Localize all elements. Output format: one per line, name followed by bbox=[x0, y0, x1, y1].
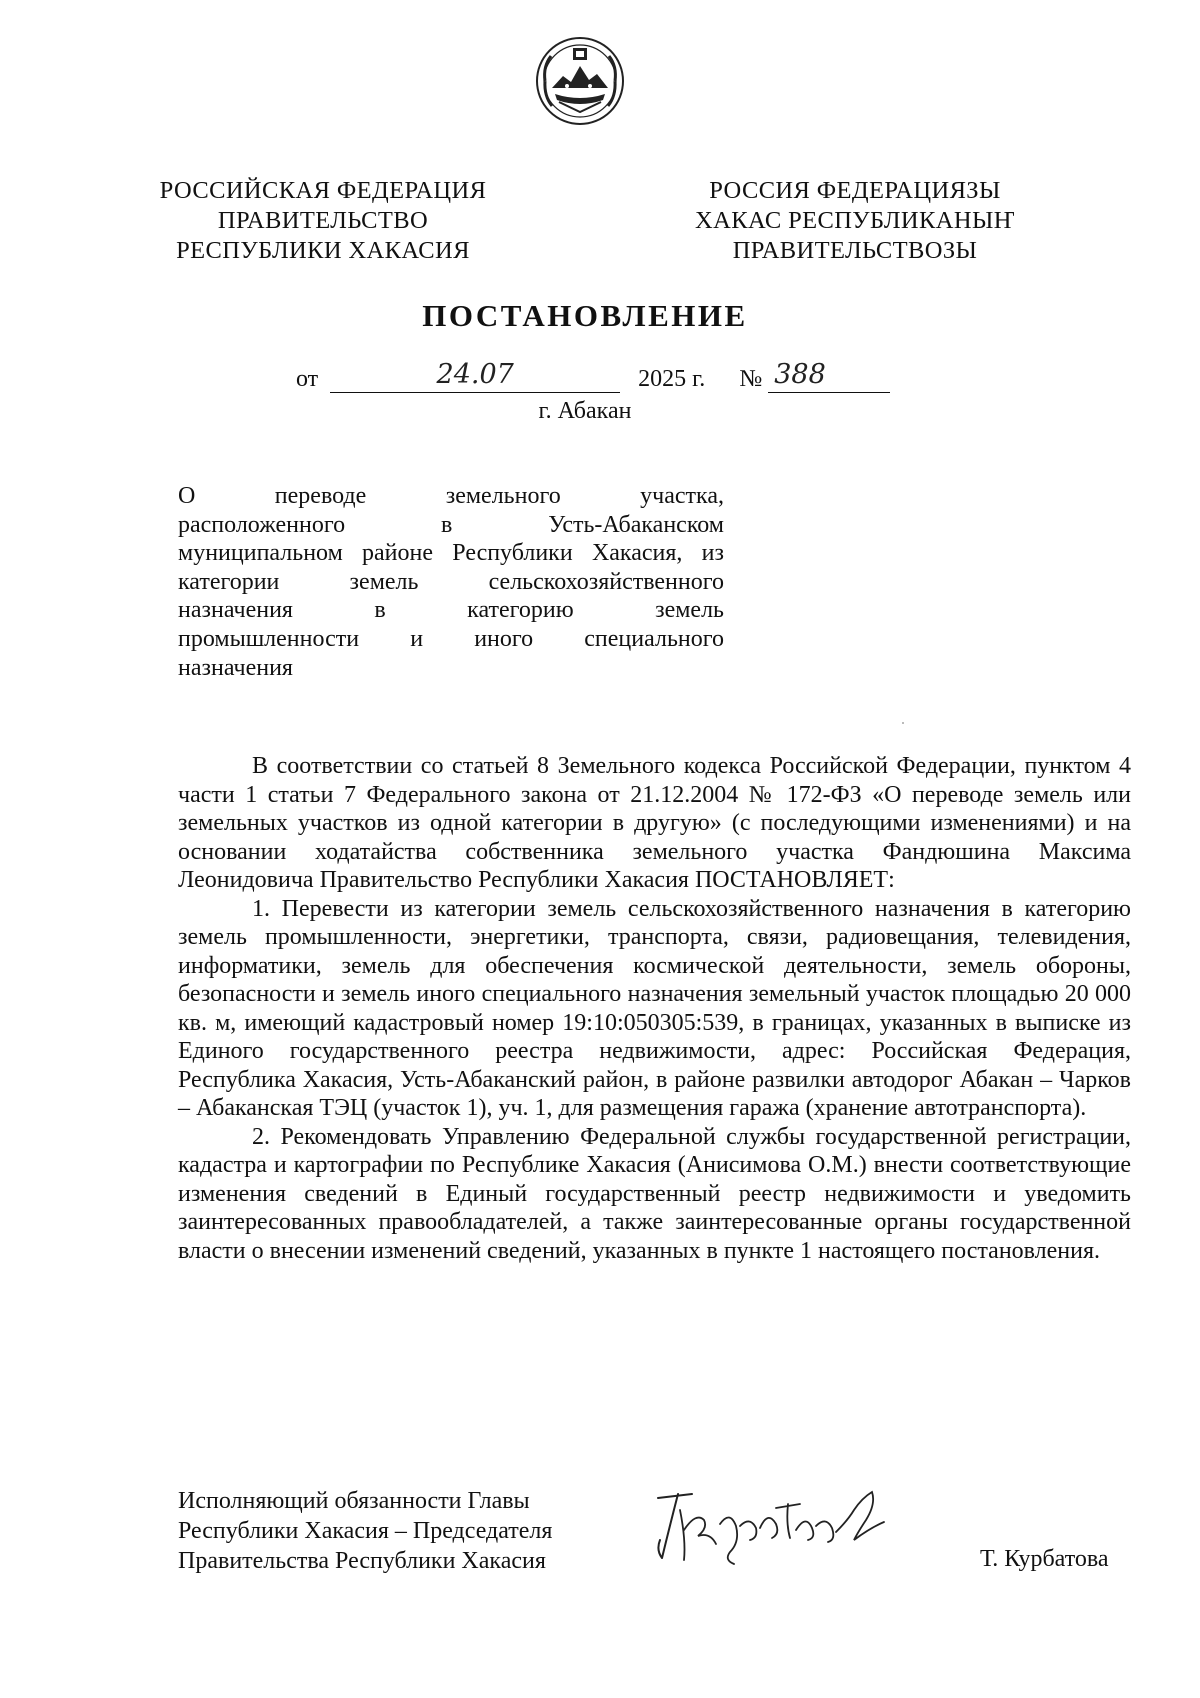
date-number-line bbox=[296, 360, 890, 396]
subject-line-4: категории земель сельскохозяйственного bbox=[178, 568, 724, 595]
signer-name: Т. Курбатова bbox=[980, 1546, 1109, 1572]
resolution-body bbox=[178, 752, 1131, 1265]
clause-2-paragraph: 2. Рекомендовать Управлению Федеральной службы государственной регистрации, кадастра и картографии по Республике Хакасия (Анисимова О.М.) внести соответствующие изменения сведений в Единый государственный реестр недвижимости и уведомить заинтересованных правообладателей, а также заинтересованные органы государственной власти о внесении изменений сведений, указанных в пункте 1 настоящего постановления. bbox=[178, 1123, 1131, 1264]
city-line: г. Абакан bbox=[538, 398, 632, 424]
header-right-line-3: ПРАВИТЕЛЬСТВОЗЫ bbox=[732, 237, 978, 264]
subject-line-2: расположенного в Усть-Абаканском bbox=[178, 511, 724, 538]
subject-line-1: О переводе земельного участка, bbox=[178, 483, 724, 509]
preamble-paragraph: В соответствии со статьей 8 Земельного кодекса Российской Федерации, пунктом 4 части 1 статьи 7 Федерального закона от 21.12.2004 № 172-ФЗ «О переводе земель или земельных участков из одной категории в другую» (с последующими изменениями) и на основании ходатайства собственника земельного участка Фандюшина Максима Леонидовича Правительство Республики Хакасия ПОСТАНОВЛЯЕТ: bbox=[178, 753, 1131, 893]
subject-line-3: муниципальном районе Республики Хакасия, из bbox=[178, 540, 724, 567]
coat-of-arms-emblem bbox=[535, 36, 625, 126]
header-left-line-2: ПРАВИТЕЛЬСТВО bbox=[217, 207, 429, 234]
handwritten-number: 388 bbox=[768, 360, 890, 393]
position-line-2: Республики Хакасия – Председателя bbox=[178, 1518, 553, 1544]
scan-speck bbox=[902, 722, 904, 724]
clause-1-paragraph: 1. Перевести из категории земель сельскохозяйственного назначения в категорию земель промышленности, энергетики, транспорта, связи, радиовещания, телевидения, информатики, земель для обеспечения космической деятельности, земель обороны, безопасности и земель иного специального назначения земельный участок площадью 20 000 кв. м, имеющий кадастровый номер 19:10:050305:539, в границах, указанных в выписке из Единого государственного реестра недвижимости, адрес: Российская Федерация, Республика Хакасия, Усть-Абаканский район, в районе развилки автодорог Абакан – Чарков – Абаканская ТЭЦ (участок 1), уч. 1, для размещения гаража (хранение автотранспорта). bbox=[178, 895, 1131, 1121]
signatory-position bbox=[178, 1486, 552, 1576]
header-right-line-1: РОССИЯ ФЕДЕРАЦИЯЗЫ bbox=[709, 177, 1001, 204]
header-right-line-2: ХАКАС РЕСПУБЛИКАНЫҤ bbox=[695, 207, 1015, 234]
header-left-russian bbox=[158, 176, 488, 266]
header-left-line-3: РЕСПУБЛИКИ ХАКАСИЯ bbox=[176, 237, 470, 264]
position-line-1: Исполняющий обязанности Главы bbox=[178, 1488, 530, 1514]
position-line-3: Правительства Республики Хакасия bbox=[178, 1548, 546, 1574]
subject-block bbox=[178, 482, 724, 682]
subject-line-6: промышленности и иного специального bbox=[178, 625, 724, 652]
header-left-line-1: РОССИЙСКАЯ ФЕДЕРАЦИЯ bbox=[159, 177, 487, 204]
number-label: № bbox=[739, 366, 763, 392]
subject-line-5: назначения в категорию земель bbox=[178, 597, 724, 624]
date-prefix: от bbox=[296, 366, 319, 392]
document-type-title: ПОСТАНОВЛЕНИЕ bbox=[422, 298, 748, 333]
handwritten-signature bbox=[640, 1480, 900, 1570]
header-right-khakas bbox=[690, 176, 1020, 266]
subject-line-7: назначения bbox=[178, 654, 293, 681]
handwritten-date: 24.07 bbox=[330, 360, 620, 393]
year-label: 2025 г. bbox=[638, 366, 706, 392]
